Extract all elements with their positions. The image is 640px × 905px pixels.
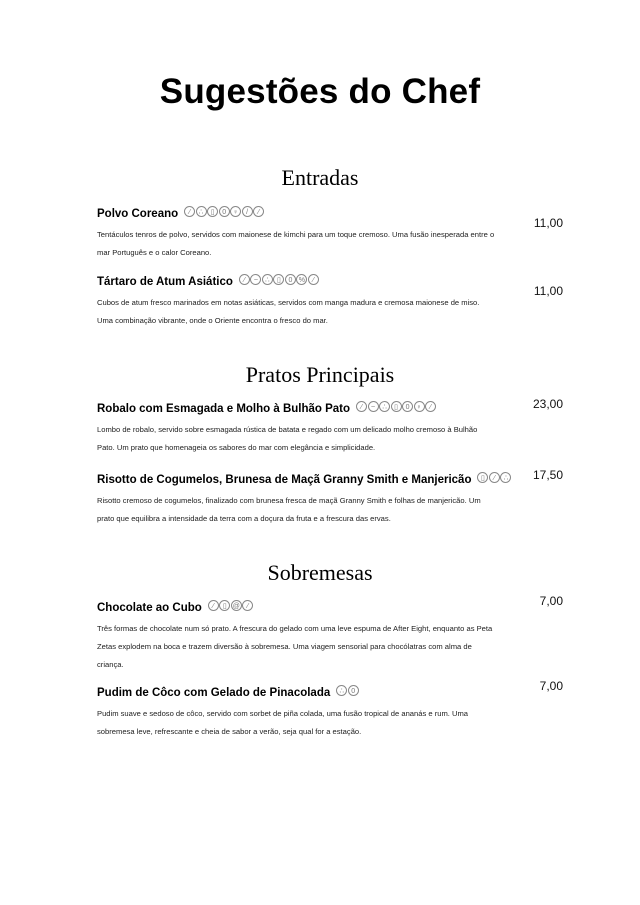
allergen-icons bbox=[208, 600, 254, 611]
menu-item-header bbox=[97, 472, 563, 488]
mustard-icon: ∴ bbox=[336, 685, 347, 696]
menu-item-description: Lombo de robalo, servido sobre esmagada rústica de batata e regado com um delicado molho cremoso à Bulhão Pato. Um prato que homenageia os sabores do mar com elegância e simplicidade. bbox=[97, 425, 478, 452]
gluten-icon: ⁄ bbox=[489, 472, 500, 483]
gluten-icon: ⁄ bbox=[239, 274, 250, 285]
menu-item-description: Cubos de atum fresco marinados em notas asiáticas, servidos com manga madura e cremosa maionese de miso. Uma combinação vibrante, onde o Oriente encontra o fresco do mar. bbox=[97, 298, 480, 325]
page-title: Sugestões do Chef bbox=[159, 72, 481, 111]
menu-item-header bbox=[97, 600, 563, 616]
soy-icon: ⁄ bbox=[253, 206, 264, 217]
menu-item-price: 7,00 bbox=[539, 679, 563, 693]
fish-icon: ~ bbox=[250, 274, 261, 285]
gluten-icon: ⁄ bbox=[208, 600, 219, 611]
menu-item-header bbox=[97, 685, 563, 701]
mustard-icon: ∴ bbox=[196, 206, 207, 217]
allergen-icons bbox=[336, 685, 359, 696]
allergen-icons bbox=[356, 401, 437, 412]
menu-item-price: 17,50 bbox=[532, 468, 563, 482]
menu-item bbox=[97, 274, 563, 330]
crustacean-icon: ♀ bbox=[414, 401, 425, 412]
menu-item bbox=[97, 594, 563, 674]
menu-item bbox=[97, 679, 563, 741]
sulphite-icon: % bbox=[296, 274, 307, 285]
celery-icon: / bbox=[242, 206, 253, 217]
menu-item-price: 7,00 bbox=[539, 594, 563, 608]
menu-item bbox=[97, 468, 563, 528]
menu-item-name: Pudim de Côco com Gelado de Pinacolada bbox=[97, 687, 331, 699]
menu-item-description: Tentáculos tenros de polvo, servidos com maionese de kimchi para um toque cremoso. Uma fusão inesperada entre o mar Português e o calor Coreano. bbox=[97, 230, 495, 257]
menu-item-name: Risotto de Cogumelos, Brunesa de Maçã Granny Smith e Manjericão bbox=[97, 474, 472, 486]
menu-item-name: Tártaro de Atum Asiático bbox=[97, 276, 233, 288]
soy-icon: ⁄ bbox=[308, 274, 319, 285]
menu-item bbox=[97, 397, 563, 457]
soy-icon: ⁄ bbox=[425, 401, 436, 412]
menu-item-header bbox=[97, 401, 563, 417]
menu-item-name: Polvo Coreano bbox=[97, 208, 179, 220]
egg-icon: 0 bbox=[285, 274, 296, 285]
section-heading: Pratos Principais bbox=[245, 362, 395, 387]
gluten-icon: ⁄ bbox=[356, 401, 367, 412]
crustacean-icon: ♀ bbox=[230, 206, 241, 217]
allergen-icons bbox=[239, 274, 320, 285]
menu-item-description: Três formas de chocolate num só prato. A frescura do gelado com uma leve espuma de After Eight, enquanto as Peta Zetas explodem na boca e trazem diversão à sobremesa. Uma viagem sensorial para chocólatras com alma de criança. bbox=[97, 624, 493, 669]
menu-item-name: Chocolate ao Cubo bbox=[97, 602, 202, 614]
fish-icon: ~ bbox=[368, 401, 379, 412]
menu-item-description: Pudim suave e sedoso de côco, servido com sorbet de piña colada, uma fusão tropical de ananás e rum. Uma sobremesa leve, refrescante e cheia de sabor a verão, seja qual for a estação. bbox=[97, 709, 469, 736]
section-heading: Sobremesas bbox=[267, 560, 373, 585]
allergen-icons bbox=[184, 206, 265, 217]
menu-item-header bbox=[97, 206, 563, 222]
section-heading: Entradas bbox=[281, 165, 359, 190]
sesame-icon: ▯ bbox=[207, 206, 218, 217]
gluten-icon: ⁄ bbox=[184, 206, 195, 217]
menu-item bbox=[97, 206, 563, 262]
mustard-icon: ∴ bbox=[379, 401, 390, 412]
soy-icon: ⁄ bbox=[242, 600, 253, 611]
menu-item-price: 23,00 bbox=[532, 397, 563, 411]
milk-icon: ▯ bbox=[477, 472, 488, 483]
nuts-icon: @ bbox=[231, 600, 242, 611]
mustard-icon: ∴ bbox=[500, 472, 511, 483]
allergen-icons bbox=[477, 472, 512, 483]
menu-item-header bbox=[97, 274, 563, 290]
egg-icon: 0 bbox=[348, 685, 359, 696]
egg-icon: 0 bbox=[402, 401, 413, 412]
sesame-icon: ▯ bbox=[273, 274, 284, 285]
sesame-icon: ▯ bbox=[391, 401, 402, 412]
menu-item-price: 11,00 bbox=[533, 284, 563, 298]
mustard-icon: ∴ bbox=[262, 274, 273, 285]
menu-item-price: 11,00 bbox=[533, 216, 563, 230]
egg-icon: 0 bbox=[219, 206, 230, 217]
menu-item-description: Risotto cremoso de cogumelos, finalizado com brunesa fresca de maçã Granny Smith e folhas de manjericão. Um prato que equilibra a intensidade da terra com a doçura da fruta e a frescura das ervas. bbox=[97, 496, 481, 523]
menu-item-name: Robalo com Esmagada e Molho à Bulhão Pato bbox=[97, 403, 351, 415]
milk-icon: ▯ bbox=[219, 600, 230, 611]
